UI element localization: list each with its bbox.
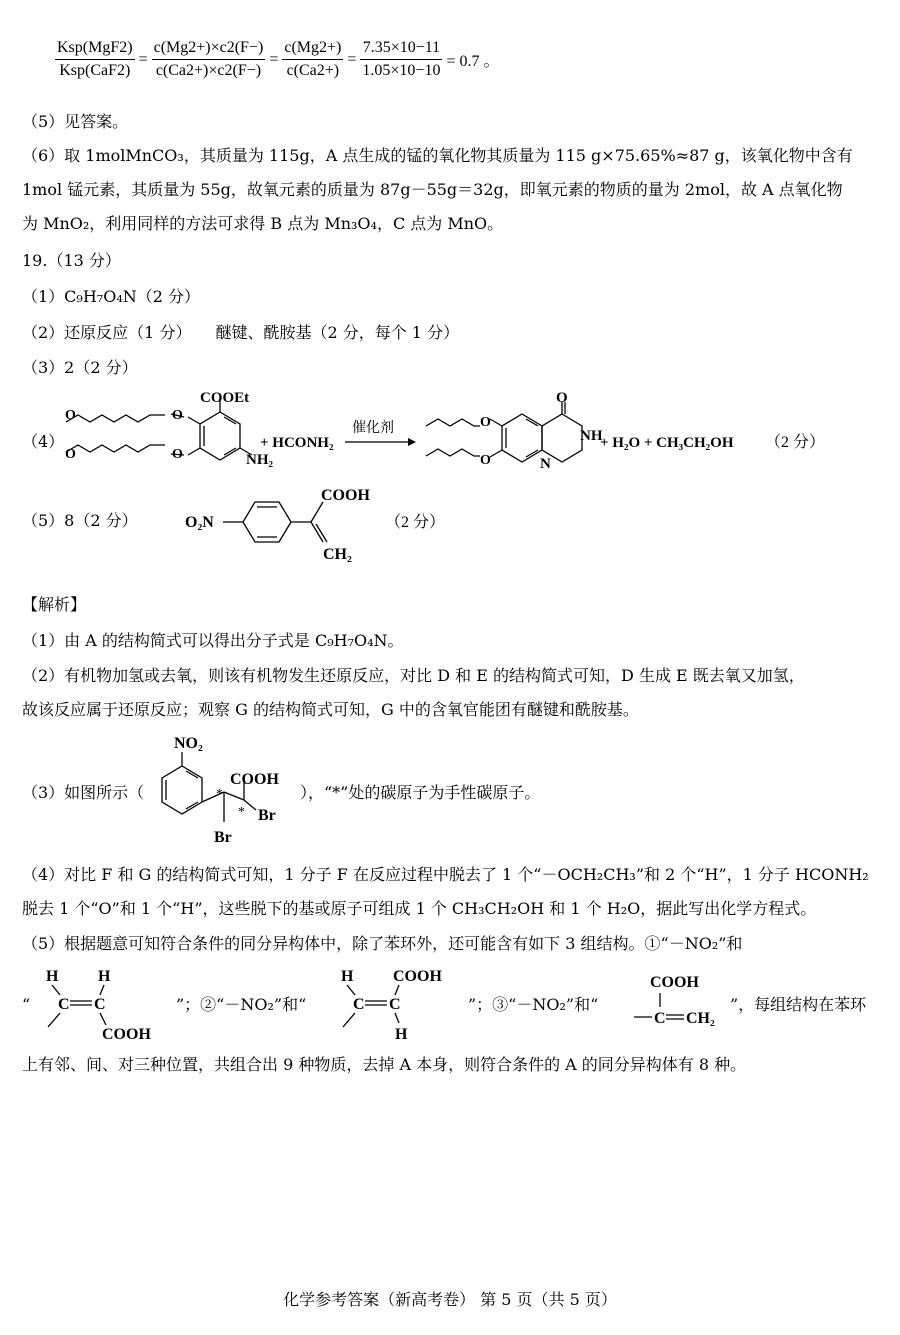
- score-4: （2 分）: [765, 434, 826, 451]
- ksp-numerator: Ksp(MgF2): [55, 38, 135, 60]
- answer-19-5-label: （5）8（2 分）: [22, 511, 138, 530]
- answer-5: （5）见答案。: [22, 112, 129, 131]
- chiral-carbon-structure: [148, 730, 298, 850]
- analysis-1: （1）由 A 的结构简式可以得出分子式是 C₉H₇O₄N。: [22, 631, 404, 650]
- answer-19-3: （3）2（2 分）: [22, 358, 138, 377]
- svg-text:COOH: COOH: [393, 968, 442, 985]
- product-nh-label: NH: [580, 428, 603, 444]
- svg-text:H: H: [46, 968, 59, 985]
- catalyst-label: 催化剂: [352, 421, 394, 436]
- answer-6-line3: 为 MnO₂，利用同样的方法可求得 B 点为 Mn₃O₄，C 点为 MnO。: [22, 214, 504, 233]
- no2-label: NO₂: [174, 735, 203, 752]
- analysis-5-mid2: ”；③“－NO₂”和“: [468, 995, 599, 1014]
- hconh2-reagent: + HCONH₂: [260, 435, 334, 451]
- svg-text:O: O: [65, 447, 76, 462]
- value-fraction: $\frac{7.35\times 10-11}{1.05\times 10-10}$: [362, 39, 441, 79]
- ksp-fraction: [55, 38, 135, 81]
- answer-19-2: （2）还原反应（1 分） 醚键、酰胺基（2 分，每个 1 分）: [22, 323, 460, 342]
- analysis-3-start: （3）如图所示（: [22, 783, 145, 802]
- product-oxo-label: O: [556, 392, 568, 406]
- product-structure: [426, 402, 582, 462]
- reaction-equation: [60, 392, 900, 482]
- chiral-star-2: *: [238, 805, 245, 820]
- analysis-heading: 【解析】: [22, 595, 87, 614]
- br-label-1: Br: [258, 807, 276, 824]
- svg-text:O: O: [480, 415, 491, 430]
- br-label-2: Br: [214, 829, 232, 846]
- ksp-denominator: Ksp(CaF2): [59, 62, 131, 79]
- analysis-4-line2: 脱去 1 个“O”和 1 个“H”，这些脱下的基或原子可组成 1 个 CH₃CH₂OH 和 1 个 H₂O，据此写出化学方程式。: [22, 899, 817, 918]
- svg-text:H: H: [341, 968, 354, 985]
- analysis-5-line-last: 上有邻、间、对三种位置，共组合出 9 种物质，去掉 A 本身，则符合条件的 A 的同分异构体有 8 种。: [22, 1055, 747, 1074]
- page-footer: 化学参考答案（新高考卷） 第 5 页（共 5 页）: [283, 1290, 617, 1309]
- ch2-label: CH₂: [323, 546, 352, 562]
- answer-6-line1: （6）取 1molMnCO₃，其质量为 115g，A 点生成的锰的氧化物其质量为 115 g×75.65%≈87 g，该氧化物中含有: [22, 146, 853, 165]
- svg-text:C: C: [389, 996, 401, 1013]
- svg-text:C: C: [353, 996, 365, 1013]
- svg-text:COOH: COOH: [102, 1026, 151, 1043]
- chiral-cooh-label: COOH: [230, 771, 279, 788]
- analysis-3-end: ），“*”处的碳原子为手性碳原子。: [300, 783, 541, 802]
- svg-text:C: C: [94, 996, 106, 1013]
- concentration-fraction: $\frac{c(Mg2+)\times c2(F-)}{c(Ca2+)\times c2(F-)}$: [153, 39, 264, 79]
- svg-text:CH₂: CH₂: [686, 1010, 715, 1027]
- analysis-5-mid3: ”，每组结构在苯环: [730, 995, 867, 1014]
- svg-text:C: C: [58, 996, 70, 1013]
- svg-text:O: O: [172, 447, 183, 462]
- isomer-answer-structure: [185, 482, 475, 562]
- trans-acrylic-structure: [335, 965, 475, 1045]
- cooh-label: COOH: [321, 487, 370, 504]
- analysis-4-line1: （4）对比 F 和 G 的结构简式可知，1 分子 F 在反应过程中脱去了 1 个“－OCH₂CH₃”和 2 个“H”，1 分子 HCONH₂: [22, 865, 869, 884]
- svg-text:O: O: [480, 453, 491, 468]
- svg-text:H: H: [98, 968, 111, 985]
- analysis-5-mid1: ”；②“－NO₂”和“: [176, 995, 307, 1014]
- svg-text:O: O: [172, 408, 183, 423]
- analysis-5-quote-open: “: [22, 995, 31, 1014]
- answer-6-line2: 1mol 锰元素，其质量为 55g，故氧元素的质量为 87g－55g＝32g，即氧元素的物质的量为 2mol，故 A 点氧化物: [22, 180, 843, 199]
- svg-text:H: H: [395, 1026, 408, 1043]
- ion-ratio-fraction: $\frac{c(Mg2+)}{c(Ca2+)}$: [284, 39, 342, 79]
- ksp-ratio-formula: $\frac{\text{Ksp(MgF2)}}{\text{Ksp(CaF2)}}$ = $\frac{c(Mg2+)\times c2(F-)}{c(Ca2+)\times c2(F-)}$ = $\frac{c(Mg2+)}{c(Ca2+)}$ = $\frac{7.35\times 10-11}{1.05\times 10-10}$ = 0.7 。: [57, 39, 500, 79]
- answer-19-1: （1）C₉H₇O₄N（2 分）: [22, 287, 201, 306]
- o2n-label: O₂N: [185, 514, 214, 531]
- analysis-2-line2: 故该反应属于还原反应；观察 G 的结构简式可知，G 中的含氧官能团有醚键和酰胺基。: [22, 700, 639, 719]
- svg-text:COOH: COOH: [650, 974, 699, 991]
- byproducts: + H₂O + CH₃CH₂OH: [600, 435, 734, 451]
- svg-text:O: O: [65, 408, 76, 423]
- cis-acrylic-structure: [40, 965, 180, 1045]
- question-19-heading: 19.（13 分）: [22, 251, 121, 270]
- score-5: （2 分）: [385, 514, 446, 531]
- nh2-label: NH₂: [246, 452, 273, 468]
- svg-text:C: C: [654, 1010, 666, 1027]
- answer-19-4-label: （4）: [22, 432, 65, 451]
- chiral-star-1: *: [216, 787, 223, 802]
- alpha-acrylic-structure: [630, 965, 730, 1045]
- product-n-label: N: [540, 456, 551, 472]
- cooet-label: COOEt: [200, 392, 250, 406]
- analysis-5-line1: （5）根据题意可知符合条件的同分异构体中，除了苯环外，还可能含有如下 3 组结构。①“－NO₂”和: [22, 934, 743, 953]
- reactant-structure: [66, 400, 252, 460]
- analysis-2-line1: （2）有机物加氢或去氧，则该有机物发生还原反应，对比 D 和 E 的结构简式可知，D 生成 E 既去氧又加氢，: [22, 666, 805, 685]
